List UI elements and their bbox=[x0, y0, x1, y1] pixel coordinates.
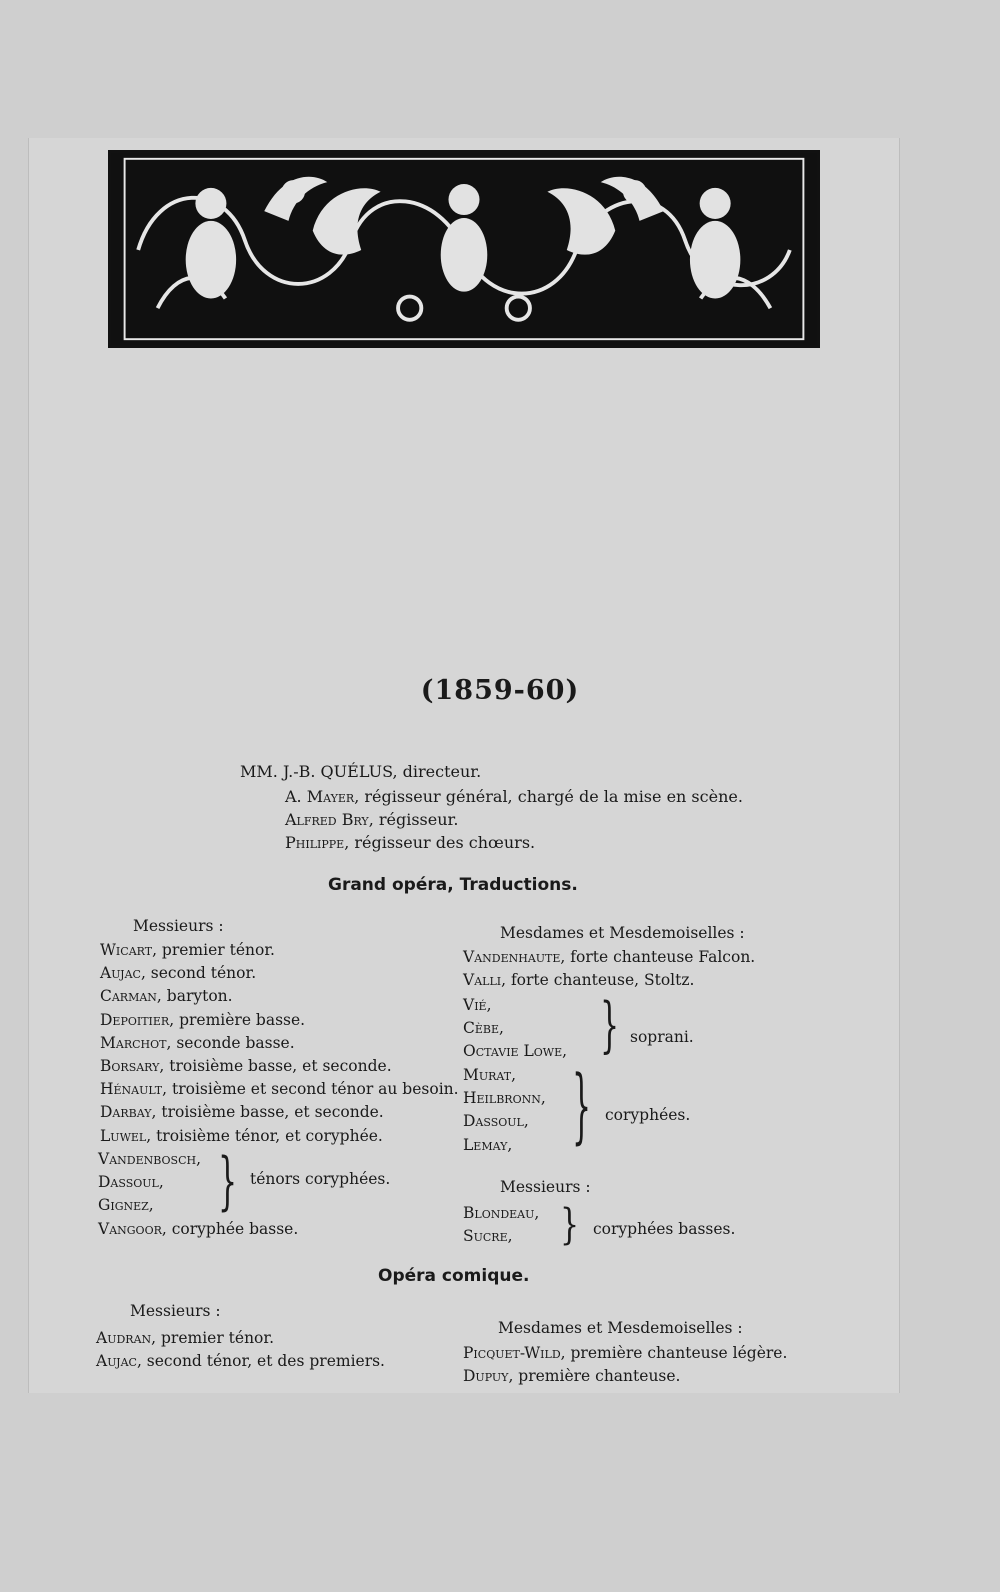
artist-role: , première basse. bbox=[169, 1010, 306, 1029]
staff-line bbox=[285, 831, 535, 854]
mm-prefix: MM. bbox=[240, 762, 278, 781]
brace-icon: } bbox=[560, 1200, 580, 1250]
brace-icon: } bbox=[572, 1059, 592, 1155]
artist-name: Dupuy bbox=[463, 1367, 509, 1386]
list-item: Cèbe, bbox=[463, 1019, 504, 1038]
artist-role: , premier ténor. bbox=[152, 941, 275, 959]
section-title-grand-opera: Grand opéra, Traductions. bbox=[328, 875, 578, 895]
staff-name: Philippe bbox=[285, 833, 345, 852]
list-item bbox=[96, 1350, 385, 1373]
artist-name: Darbay bbox=[100, 1103, 152, 1122]
artist-role: , troisième basse, et seconde. bbox=[159, 1057, 392, 1076]
women-heading: Mesdames et Mesdemoiselles : bbox=[500, 924, 745, 942]
artist-name: Audran bbox=[96, 1329, 152, 1347]
brace-icon: } bbox=[218, 1145, 238, 1220]
tenor-group-names bbox=[98, 1148, 201, 1218]
director-line bbox=[240, 760, 481, 783]
artist-name: Valli bbox=[463, 971, 502, 990]
oc-women-heading: Mesdames et Mesdemoiselles : bbox=[498, 1319, 743, 1337]
list-item: Heilbronn, bbox=[463, 1089, 546, 1108]
list-item: Vié, bbox=[463, 996, 492, 1014]
staff-name: Alfred Bry bbox=[285, 810, 369, 829]
staff-role: , régisseur des chœurs. bbox=[344, 833, 536, 852]
list-item: Lemay, bbox=[463, 1135, 513, 1154]
basses-group-names bbox=[463, 1202, 539, 1248]
staff-role: , régisseur général, chargé de la mise en scène. bbox=[354, 787, 743, 806]
list-item bbox=[100, 985, 459, 1008]
artist-role: , baryton. bbox=[156, 987, 233, 1006]
artist-name: Aujac bbox=[100, 964, 141, 983]
list-item bbox=[463, 969, 755, 992]
director-name: J.-B. QUÉLUS bbox=[282, 762, 393, 781]
men-heading: Messieurs : bbox=[133, 917, 224, 935]
coryphees-group-names bbox=[463, 1064, 546, 1157]
artist-role: , second ténor. bbox=[140, 964, 257, 983]
staff-name: A. Mayer bbox=[285, 787, 355, 806]
artist-role: , troisième et second ténor au besoin. bbox=[162, 1080, 459, 1099]
artist-name: Vandenhaute bbox=[463, 948, 561, 966]
list-item bbox=[463, 1342, 787, 1365]
women-list bbox=[463, 946, 755, 992]
men-list bbox=[100, 939, 459, 1148]
oc-men-heading: Messieurs : bbox=[130, 1302, 221, 1320]
oc-men-list bbox=[96, 1327, 385, 1373]
artist-role: , forte chanteuse Falcon. bbox=[560, 948, 756, 966]
artist-role: , troisième ténor, et coryphée. bbox=[146, 1126, 383, 1145]
list-item: Vandenbosch, bbox=[98, 1150, 202, 1168]
oc-women-list bbox=[463, 1342, 787, 1388]
soprani-label: soprani. bbox=[630, 1028, 694, 1046]
artist-name: Luwel bbox=[100, 1126, 147, 1145]
list-item: Murat, bbox=[463, 1066, 517, 1084]
artist-name: Picquet-Wild bbox=[463, 1344, 561, 1362]
season-heading: (1859-60) bbox=[420, 675, 580, 706]
section-title-opera-comique: Opéra comique. bbox=[378, 1266, 530, 1286]
list-item bbox=[100, 1078, 459, 1101]
staff-line bbox=[285, 808, 459, 831]
tenor-group-label: ténors coryphées. bbox=[250, 1170, 391, 1188]
list-item bbox=[463, 946, 755, 969]
director-role: , directeur. bbox=[392, 762, 482, 781]
list-item: Sucre, bbox=[463, 1227, 513, 1246]
artist-name: Marchot bbox=[100, 1033, 167, 1052]
staff-line bbox=[285, 785, 743, 808]
list-item bbox=[100, 1125, 459, 1148]
list-item bbox=[100, 1055, 459, 1078]
list-item bbox=[98, 1218, 298, 1241]
artist-role: , second ténor, et des premiers. bbox=[136, 1352, 385, 1371]
decorative-headpiece bbox=[108, 150, 820, 348]
staff-role: , régisseur. bbox=[368, 810, 459, 829]
headpiece-ornament-icon bbox=[111, 153, 817, 345]
artist-role: , première chanteuse. bbox=[508, 1367, 681, 1386]
artist-name: Borsary bbox=[100, 1057, 160, 1076]
men2-heading: Messieurs : bbox=[500, 1178, 591, 1196]
artist-role: , coryphée basse. bbox=[161, 1220, 299, 1238]
brace-icon: } bbox=[600, 991, 620, 1061]
artist-role: , premier ténor. bbox=[151, 1329, 275, 1347]
list-item bbox=[100, 939, 459, 962]
list-item bbox=[100, 1032, 459, 1055]
list-item bbox=[463, 1365, 787, 1388]
artist-name: Carman bbox=[100, 987, 157, 1006]
basses-label: coryphées basses. bbox=[593, 1220, 736, 1238]
artist-role: , seconde basse. bbox=[166, 1033, 295, 1052]
list-item: Gignez, bbox=[98, 1196, 154, 1215]
artist-role: , forte chanteuse, Stoltz. bbox=[501, 971, 695, 990]
list-item: Dassoul, bbox=[463, 1112, 529, 1131]
artist-name: Wicart bbox=[100, 941, 153, 959]
list-item bbox=[100, 962, 459, 985]
artist-name: Aujac bbox=[96, 1352, 137, 1371]
artist-name: Depoitier bbox=[100, 1010, 170, 1029]
artist-role: , troisième basse, et seconde. bbox=[151, 1103, 384, 1122]
list-item bbox=[96, 1327, 385, 1350]
artist-role: , première chanteuse légère. bbox=[560, 1344, 788, 1362]
list-item: Octavie Lowe, bbox=[463, 1042, 568, 1061]
list-item bbox=[100, 1101, 459, 1124]
list-item: Blondeau, bbox=[463, 1204, 540, 1222]
artist-name: Hénault bbox=[100, 1080, 163, 1099]
coryphees-label: coryphées. bbox=[605, 1106, 691, 1124]
list-item bbox=[100, 1009, 459, 1032]
soprani-group-names bbox=[463, 994, 567, 1064]
list-item: Dassoul, bbox=[98, 1173, 164, 1192]
artist-name: Vangoor bbox=[98, 1220, 162, 1238]
